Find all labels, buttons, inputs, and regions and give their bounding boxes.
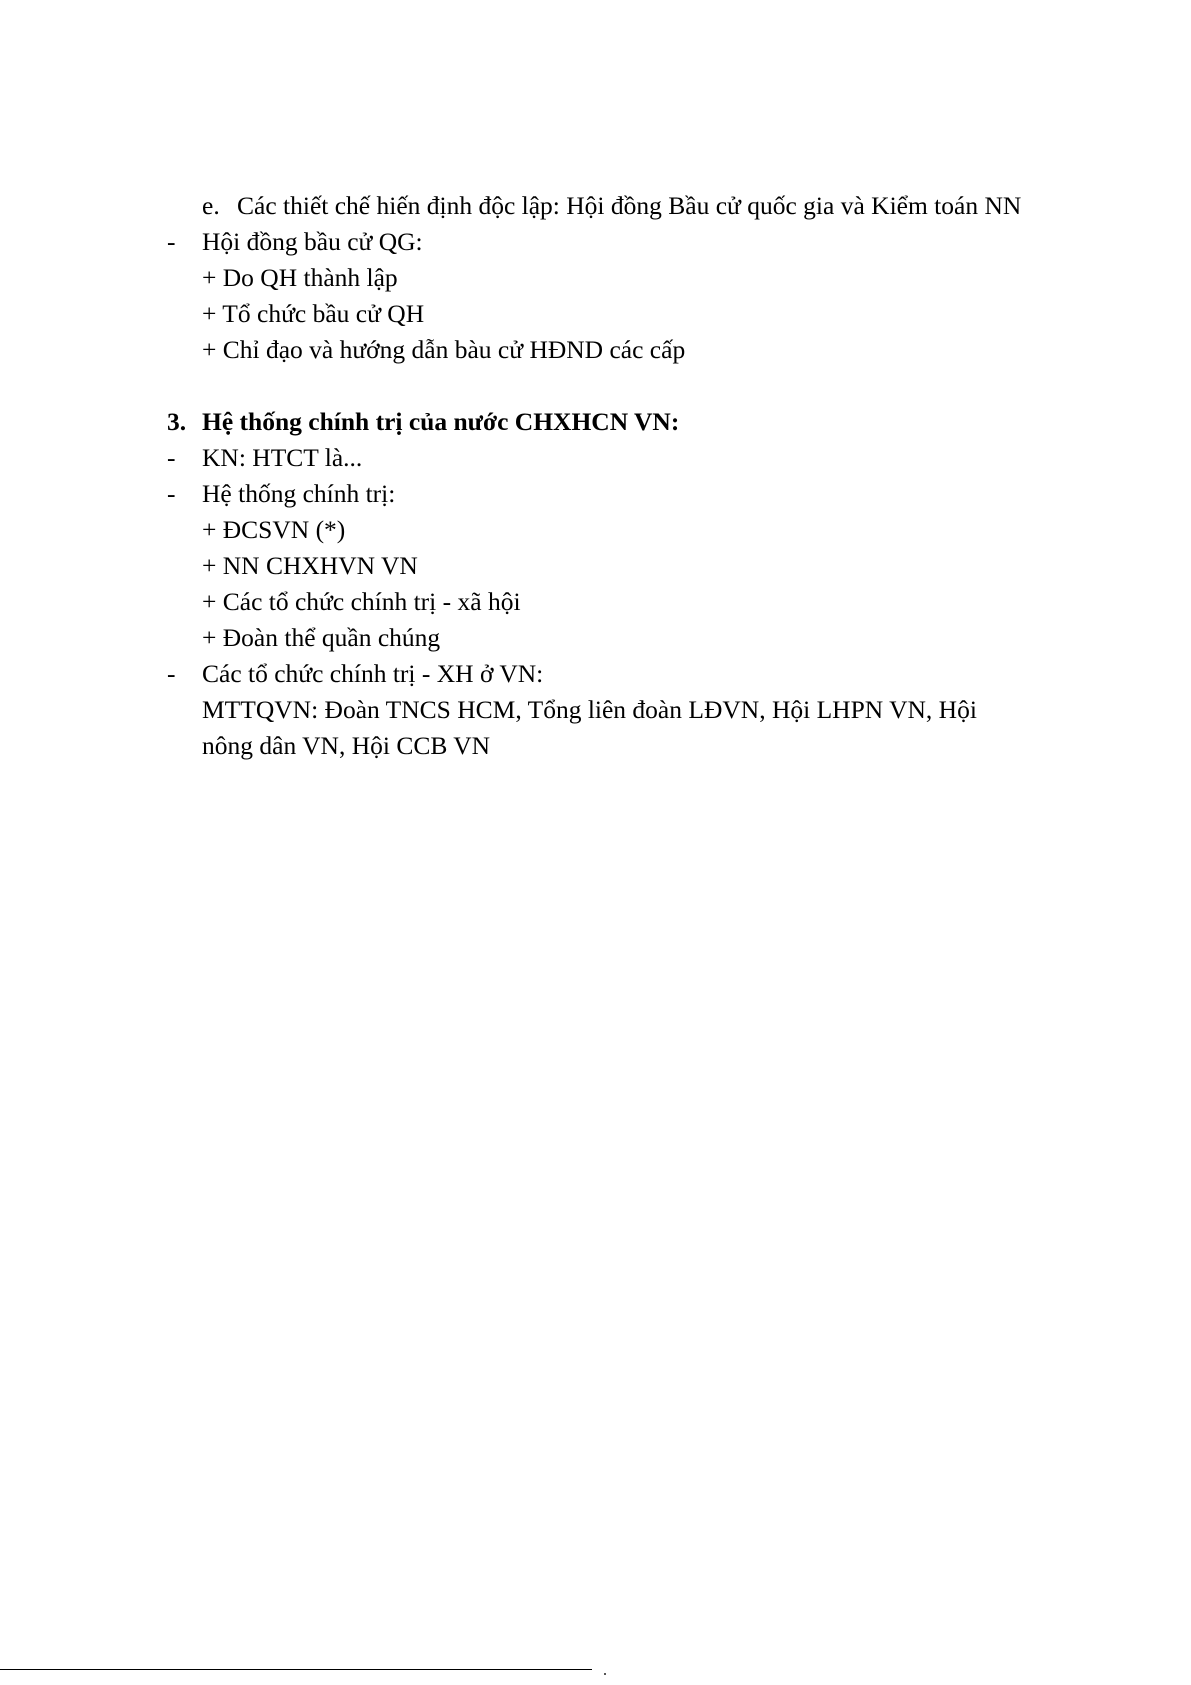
section-title: Hệ thống chính trị của nước CHXHCN VN: bbox=[202, 407, 680, 436]
sub-item bbox=[0, 620, 1191, 656]
bullet-item-text: Hệ thống chính trị: bbox=[202, 479, 396, 508]
sub-item-text: + Do QH thành lập bbox=[202, 263, 398, 292]
sub-item-text: + Các tổ chức chính trị - xã hội bbox=[202, 587, 521, 616]
footer-divider bbox=[0, 1669, 592, 1670]
sub-item-text: + ĐCSVN (*) bbox=[202, 515, 346, 544]
document-body bbox=[0, 188, 1191, 764]
paragraph-line bbox=[0, 692, 1191, 728]
paragraph-text: MTTQVN: Đoàn TNCS HCM, Tổng liên đoàn LĐVN, Hội LHPN VN, Hội bbox=[202, 695, 977, 724]
footer-mark bbox=[604, 1673, 606, 1675]
bullet-item bbox=[0, 656, 1191, 692]
section-number: 3. bbox=[167, 407, 187, 436]
bullet-item bbox=[0, 476, 1191, 512]
sub-item bbox=[0, 260, 1191, 296]
sub-item-text: + Tổ chức bầu cử QH bbox=[202, 299, 425, 328]
sub-item-text: + NN CHXHVN VN bbox=[202, 551, 418, 580]
sub-item bbox=[0, 332, 1191, 368]
sub-item bbox=[0, 548, 1191, 584]
dash-marker: - bbox=[167, 227, 176, 256]
sub-item bbox=[0, 296, 1191, 332]
paragraph-line bbox=[0, 728, 1191, 764]
sub-item bbox=[0, 584, 1191, 620]
list-item-text: Các thiết chế hiến định độc lập: Hội đồng Bầu cử quốc gia và Kiểm toán NN bbox=[237, 191, 1022, 220]
bullet-item bbox=[0, 440, 1191, 476]
paragraph-text: nông dân VN, Hội CCB VN bbox=[202, 731, 491, 760]
bullet-item bbox=[0, 224, 1191, 260]
list-item-e bbox=[0, 188, 1191, 224]
sub-item bbox=[0, 512, 1191, 548]
bullet-item-text: Các tổ chức chính trị - XH ở VN: bbox=[202, 659, 544, 688]
sub-item-text: + Chỉ đạo và hướng dẫn bàu cử HĐND các cấp bbox=[202, 335, 686, 364]
dash-marker: - bbox=[167, 659, 176, 688]
section-heading bbox=[0, 404, 1191, 440]
bullet-item-text: Hội đồng bầu cử QG: bbox=[202, 227, 423, 256]
blank-line bbox=[0, 368, 1191, 404]
dash-marker: - bbox=[167, 479, 176, 508]
list-marker: e. bbox=[202, 191, 220, 220]
dash-marker: - bbox=[167, 443, 176, 472]
sub-item-text: + Đoàn thể quần chúng bbox=[202, 623, 441, 652]
bullet-item-text: KN: HTCT là... bbox=[202, 443, 363, 472]
